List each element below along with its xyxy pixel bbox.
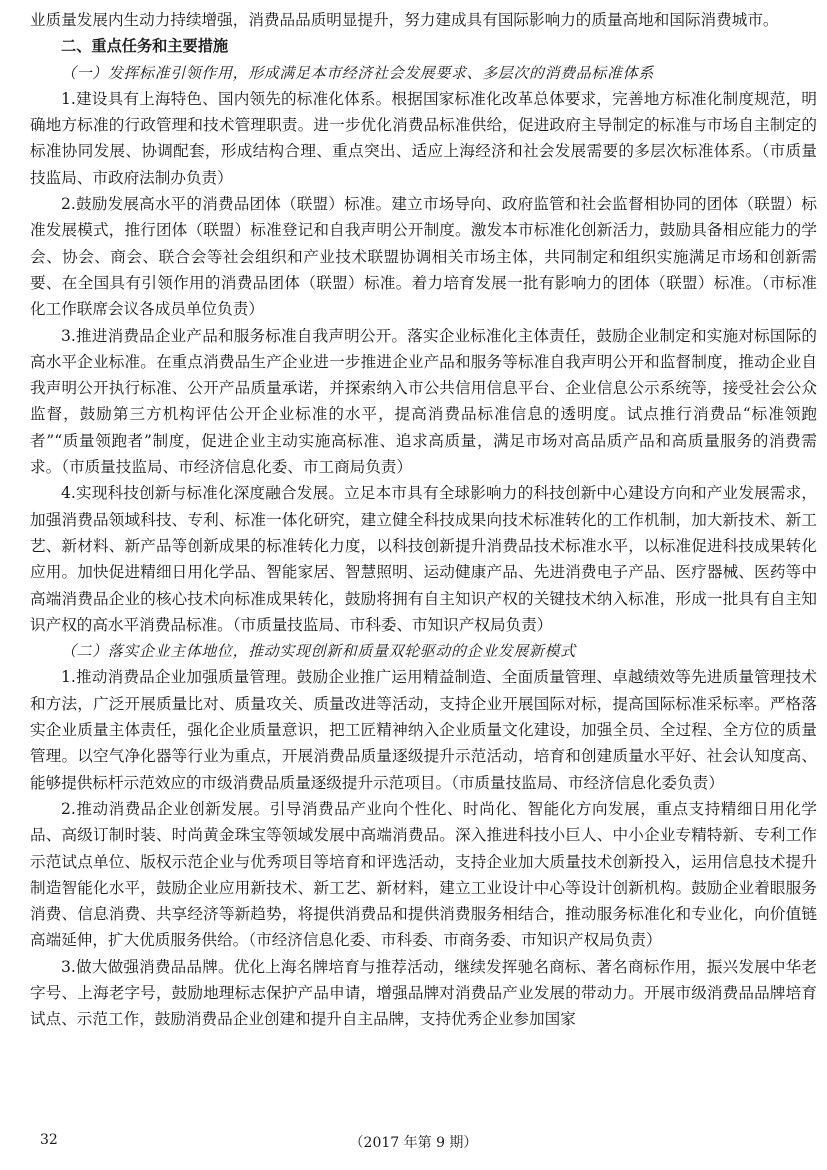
issue-label: （2017 年第 9 期） xyxy=(349,1135,478,1151)
paragraph: 2.推动消费品企业创新发展。引导消费品产业向个性化、时尚化、智能化方向发展，重点支持精细日用化学品、高级订制时装、时尚黄金珠宝等领域发展中高端消费品。深入推进科技小巨人、中小企业专精特新、专利工作示范试点单位、版权示范企业与优秀项目等培育和评选活动，支持企业加大质量技术创新投入，运用信息技术提升制造智能化水平，鼓励企业应用新技术、新工艺、新材料，建立工业设计中心等设计创新机构。鼓励企业着眼服务消费、信息消费、共享经济等新趋势，将提供消费品和提供消费服务相结合，推动服务标准化和专业化，向价值链高端延伸，扩大优质服务供给。（市经济信息化委、市科委、市商务委、市知识产权局负责） xyxy=(30,799,817,950)
paragraph: 3.推进消费品企业产品和服务标准自我声明公开。落实企业标准化主体责任，鼓励企业制定和实施对标国际的高水平企业标准。在重点消费品生产企业进一步推进企业产品和服务等标准自我声明公开和监督制度，推动企业自我声明公开执行标准、公开产品质量承诺，并探索纳入市公共信用信息平台、企业信息公示系统等，接受社会公众监督，鼓励第三方机构评估公开企业标准的水平，提高消费品标准信息的透明度。试点推行消费品“标准领跑者”“质量领跑者”制度，促进企业主动实施高标准、追求高质量，满足市场对高品质产品和高质量服务的消费需求。（市质量技监局、市经济信息化委、市工商局负责） xyxy=(30,326,817,477)
subsection-heading: （一）发挥标准引领作用，形成满足本市经济社会发展要求、多层次的消费品标准体系 xyxy=(61,63,654,82)
paragraph: 3.做大做强消费品品牌。优化上海名牌培育与推荐活动，继续发挥驰名商标、著名商标作用，振兴发展中华老字号、上海老字号，鼓励地理标志保护产品申请，增强品牌对消费品产业发展的带动力。开展市级消费品品牌培育试点、示范工作，鼓励消费品企业创建和提升自主品牌，支持优秀企业参加国家 xyxy=(30,957,817,1029)
page-number: 32 xyxy=(40,1132,58,1148)
section-heading: 二、重点任务和主要措施 xyxy=(61,37,229,56)
paragraph: 2.鼓励发展高水平的消费品团体（联盟）标准。建立市场导向、政府监管和社会监督相协同的团体（联盟）标准发展模式，推行团体（联盟）标准登记和自我声明公开制度。激发本市标准化创新活力，鼓励具备相应能力的学会、协会、商会、联合会等社会组织和产业技术联盟协调相关市场主体，共同制定和组织实施满足市场和创新需要、在全国具有引领作用的消费品团体（联盟）标准。着力培育发展一批有影响力的团体（联盟）标准。（市标准化工作联席会议各成员单位负责） xyxy=(30,195,817,319)
paragraph: 1.推动消费品企业加强质量管理。鼓励企业推广运用精益制造、全面质量管理、卓越绩效等先进质量管理技术和方法，广泛开展质量比对、质量攻关、质量改进等活动，支持企业开展国际对标，提高国际标准采标率。严格落实企业质量主体责任，强化企业质量意识，把工匠精神纳入企业质量文化建设，加强全员、全过程、全方位的质量管理。以空气净化器等行业为重点，开展消费品质量逐级提升示范活动，培育和创建质量水平好、社会认知度高、能够提供标杆示范效应的市级消费品质量逐级提升示范项目。（市质量技监局、市经济信息化委负责） xyxy=(30,668,817,792)
subsection-heading: （二）落实企业主体地位，推动实现创新和质量双轮驱动的企业发展新模式 xyxy=(61,642,576,661)
paragraph: 4.实现科技创新与标准化深度融合发展。立足本市具有全球影响力的科技创新中心建设方向和产业发展需求，加强消费品领域科技、专利、标准一体化研究，建立健全科技成果向技术标准转化的工作机制，加大新技术、新工艺、新材料、新产品等创新成果的标准转化力度，以科技创新提升消费品技术标准水平，以标准促进科技成果转化应用。加快促进精细日用化学品、智能家居、智慧照明、运动健康产品、先进消费电子产品、医疗器械、医药等中高端消费品企业的核心技术向标准成果转化，鼓励将拥有自主知识产权的关键技术纳入标准，形成一批具有自主知识产权的高水平消费品标准。（市质量技监局、市科委、市知识产权局负责） xyxy=(30,484,817,634)
paragraph: 1.建设具有上海特色、国内领先的标准化体系。根据国家标准化改革总体要求，完善地方标准化制度规范，明确地方标准的行政管理和技术管理职责。进一步优化消费品标准供给，促进政府主导制定的标准与市场自主制定的标准协同发展、协调配套，形成结构合理、重点突出、适应上海经济和社会发展需要的多层次标准体系。（市质量技监局、市政府法制办负责） xyxy=(30,89,817,187)
document-body xyxy=(30,7,817,1033)
paragraph-continuation: 业质量发展内生动力持续增强，消费品品质明显提升，努力建成具有国际影响力的质量高地和国际消费城市。 xyxy=(30,11,779,29)
page-footer xyxy=(0,1132,827,1156)
